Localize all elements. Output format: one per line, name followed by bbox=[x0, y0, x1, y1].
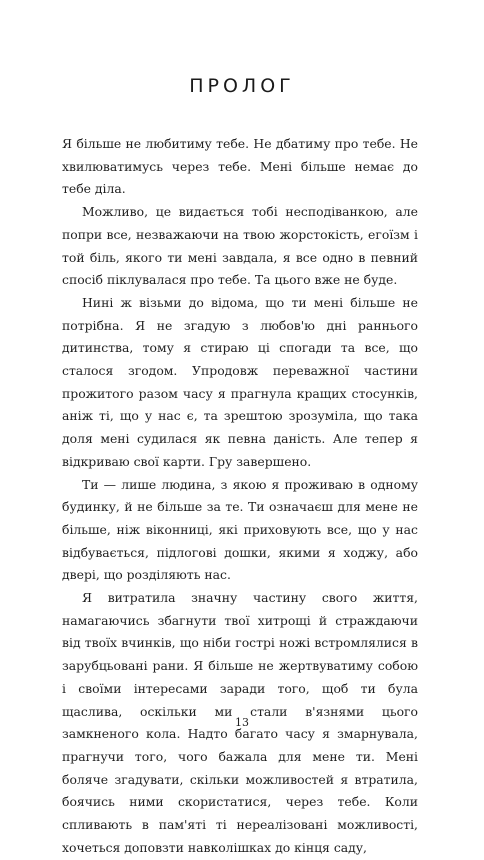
body-text bbox=[62, 133, 418, 860]
paragraph-5: Я витратила значну частину свого життя, намагаючись збагнути твої хитрощі й страждаючи від твоїх вчинків, що ніби гострі ножі встромлялися в зарубцьовані рани. Я більше не жертвуватиму собою і своїми інтересами заради того, щоб ти була щаслива, оскільки ми стали в'язнями цього замкненого кола. Надто багато часу я змарнувала, прагнучи того, чого бажала для мене ти. Мені боляче згадувати, скільки можливостей я втратила, боячись ними скористатися, через тебе. Коли спливають в пам'яті ті нереалізовані можливості, хочеться доповзти навколішках до кінця саду, bbox=[62, 590, 418, 855]
chapter-title: ПРОЛОГ bbox=[189, 74, 295, 97]
page-number: 13 bbox=[235, 716, 249, 729]
paragraph-4: Ти — лише людина, з якою я проживаю в одному будинку, й не більше за те. Ти означаєш для мене не більше, ніж віконниці, які приховують все, що у нас відбувається, підлогові дошки, якими я ходжу, або двері, що розділяють нас. bbox=[62, 476, 418, 583]
paragraph-2: Можливо, це видається тобі несподіванкою, але попри все, незважаючи на твою жорстокість, егоїзм і той біль, якого ти мені завдала, я все одно в певний спосіб піклувалася про тебе. Та цього вже не буде. bbox=[62, 204, 418, 288]
paragraph-3: Нині ж візьми до відома, що ти мені більше не потрібна. Я не згадую з любов'ю дні раннього дитинства, тому я стираю ці спогади та все, що сталося згодом. Упродовж переважної частини прожитого разом часу я прагнула кращих стосунків, аніж ті, що у нас є, та зрештою зрозуміла, що така доля мені судилася як певна даність. Але тепер я відкриваю свої карти. Гру завершено. bbox=[62, 294, 418, 469]
paragraph-1: Я більше не любитиму тебе. Не дбатиму про тебе. Не хвилюватимусь через тебе. Мені більше немає до тебе діла. bbox=[62, 136, 418, 197]
